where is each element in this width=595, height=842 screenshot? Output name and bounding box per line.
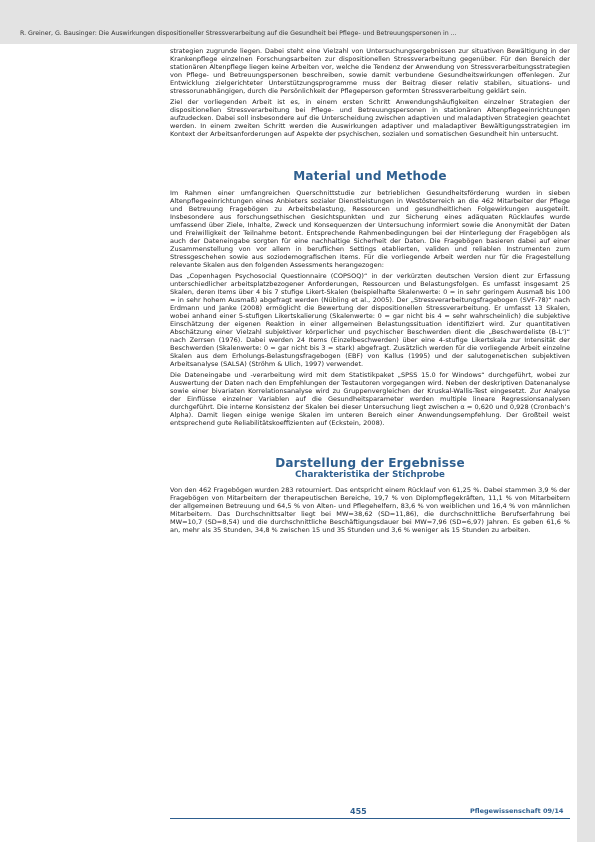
results-heading: Darstellung der Ergebnisse xyxy=(275,455,465,470)
methods-heading: Material und Methode xyxy=(293,168,447,183)
footer-rule xyxy=(170,818,570,819)
results-paragraph-1: Von den 462 Fragebögen wurden 283 retourniert. Das entspricht einem Rücklauf von 61,25 %. Dabei stammen 3,9 % der Fragebögen von Mitarbeitern der therapeutischen Bereiche, 19,7 % von Diplompflegekräften, 11,1 % von Mitarbeitern der allgemeinen Betreuung und 64,5 % von Alten- und Pflegehelfern, 83,6 % von weiblichen und 16,4 % von männlichen Mitarbeitern. Das Durchschnittsalter liegt bei MW=38,62 (SD=11,86), die durchschnittliche Berufserfahrung bei MW=10,7 (SD=8,54) und die durchschnittliche Beschäftigungsdauer bei MW=7,96 (SD=6,97) Jahren. Es geben 61,6 % an, mehr als 35 Stunden, 34,8 % zwischen 15 und 35 Stunden und 3,6 % weniger als 15 Stunden zu arbeiten. xyxy=(170,485,570,535)
section-spacer xyxy=(170,430,570,456)
right-margin-stripe xyxy=(577,44,595,842)
running-header-title: R. Greiner, G. Bausinger: Die Auswirkungen dispositioneller Stressverarbeitung auf die Gesundheit bei Pflege- und Betreuungspersonen in ... xyxy=(20,30,457,37)
methods-paragraph-3: Die Dateneingabe und -verarbeitung wird mit dem Statistikpaket „SPSS 15.0 for Windows“ durchgeführt, wobei zur Auswertung der Daten nach den Empfehlungen der Testautoren vorgegangen wird. Neben der deskriptiven Datenanalyse sowie einer bivariaten Korrelationsanalyse wird zu Gruppenvergleichen der Kruskal-Wallis-Test eingesetzt. Zur Analyse der Einflüsse einzelner Variablen auf die Gesundheitsparameter werden multiple lineare Regressionsanalysen durchgeführt. Die interne Konsistenz der Skalen bei dieser Untersuchung liegt zwischen α = 0,620 und 0,928 (Cronbach’s Alpha). Damit liegen einige wenige Skalen im unteren Bereich einer Anwendungsempfehlung. Der Großteil weist entsprechend gute Reliabilitätskoeffizienten auf (Eckstein, 2008). xyxy=(170,370,570,428)
page-number: 455 xyxy=(350,807,367,816)
section-spacer xyxy=(170,141,570,169)
intro-paragraph-2: Ziel der vorliegenden Arbeit ist es, in einem ersten Schritt Anwendungshäufigkeiten einzelner Strategien der dispositionellen Stressverarbeitung bei Pflege- und Betreuungspersonen in stationären Altenpflegeeinrichtungen aufzudecken. Dabei soll insbesondere auf die Unterscheidung zwischen adaptiven und maladaptiven Strategien geachtet werden. In einem zweiten Schritt werden die Auswirkungen adaptiver und maladaptiver Bewältigungsstrategien im Kontext der Arbeitsanforderungen auf Aspekte der psychischen, sozialen und somatischen Gesundheit hin untersucht. xyxy=(170,97,570,139)
methods-paragraph-2: Das „Copenhagen Psychosocial Questionnaire (COPSOQ)“ in der verkürzten deutschen Version dient zur Erfassung unterschiedlicher arbeitsplatzbezogener Anforderungen, Ressourcen und Belastungsfolgen. Es umfasst insgesamt 25 Skalen, deren Items über 4 bis 7 stufige Likert-Skalen (beispielhafte Skalenwerte: 0 = in sehr geringem Ausmaß bis 100 = in sehr hohem Ausmaß) abgefragt werden (Nübling et al., 2005). Der „Stressverarbeitungsfragebogen (SVF-78)“ nach Erdmann und Janke (2008) ermöglicht die Bewertung der dispositionellen Stressverarbeitung. Er umfasst 13 Skalen, wobei anhand einer 5-stufigen Likertskalierung (Skalenwerte: 0 = gar nicht bis 4 = sehr wahrscheinlich) die subjektive Einschätzung der eigenen Reaktion in einer allgemeinen Belastungssituation identifiziert wird. Zur quantitativen Abschätzung einer Vielzahl subjektiver körperlicher und psychischer Beschwerden dient die „Beschwerdeliste (B-L‘)“ nach Zerrsen (1976). Dabei werden 24 Items (Einzelbeschwerden) über eine 4-stufige Likertskala zur Intensität der Beschwerden (Skalenwerte: 0 = gar nicht bis 3 = stark) abgefragt. Zusätzlich werden für die vorliegende Arbeit einzelne Skalen aus dem Erholungs-Belastungsfragebogen (EBF) von Kallus (1995) und der salutogenetischen subjektiven Arbeitsanalyse (SALSA) (Ströhm & Ulich, 1997) verwendet. xyxy=(170,271,570,369)
journal-name: Pflegewissenschaft 09/14 xyxy=(470,807,564,815)
running-header-band xyxy=(0,0,595,44)
article-body xyxy=(170,47,570,537)
intro-paragraph-1: strategien zugrunde liegen. Dabei steht eine Vielzahl von Untersuchungsergebnissen zur situativen Bewältigung in der Krankenpflege einzelnen Forschungsarbeiten zur dispositionellen Stressverarbeitung gegenüber. Für den Bereich der stationären Altenpflege liegen keine Arbeiten vor, welche die Tendenz der Anwendung von Stressverarbeitungsstrategien von Pflege- und Betreuungspersonen beschreiben, sowie damit verbundene Gesundheitswirkungen offenlegen. Zur Entwicklung zielgerichteter Unterstützungsprogramme muss der Beitrag dieser relativ stabilen, situations- und stressorunabhängigen, durch die Persönlichkeit der Pflegeperson geformten Stressverarbeitung geklärt sein. xyxy=(170,47,570,96)
results-subheading: Charakteristika der Stichprobe xyxy=(295,469,445,480)
methods-paragraph-1: Im Rahmen einer umfangreichen Querschnittstudie zur betrieblichen Gesundheitsförderung wurden in sieben Altenpflegeeinrichtungen eines Anbieters sozialer Dienstleistungen in Westösterreich an die 462 Mitarbeiter der Pflege und Betreuung Fragebögen zu Arbeitsbelastung, Ressourcen und gesundheitlichen Folgewirkungen ausgeteilt. Insbesondere aus forschungsethischen Gesichtspunkten und zur Sicherung eines adäquaten Rücklaufes wurde umfassend über Ziele, Inhalte, Zweck und Konsequenzen der Untersuchung informiert sowie die Anonymität der Daten und Freiwilligkeit der Teilnahme betont. Entsprechende Rahmenbedingungen bei der Hinterlegung der Fragebögen als auch der Dateneingabe sorgten für eine nachhaltige Sicherheit der Daten. Die Fragebögen basieren dabei auf einer Zusammenstellung von vor allem in beruflichen Settings etablierten, validen und reliablen Instrumenten zum Stressgeschehen sowie aus soziodemografischen Items. Für die vorliegende Arbeit werden nur für die Fragestellung relevante Skalen aus den folgenden Assessments herangezogen: xyxy=(170,188,570,270)
